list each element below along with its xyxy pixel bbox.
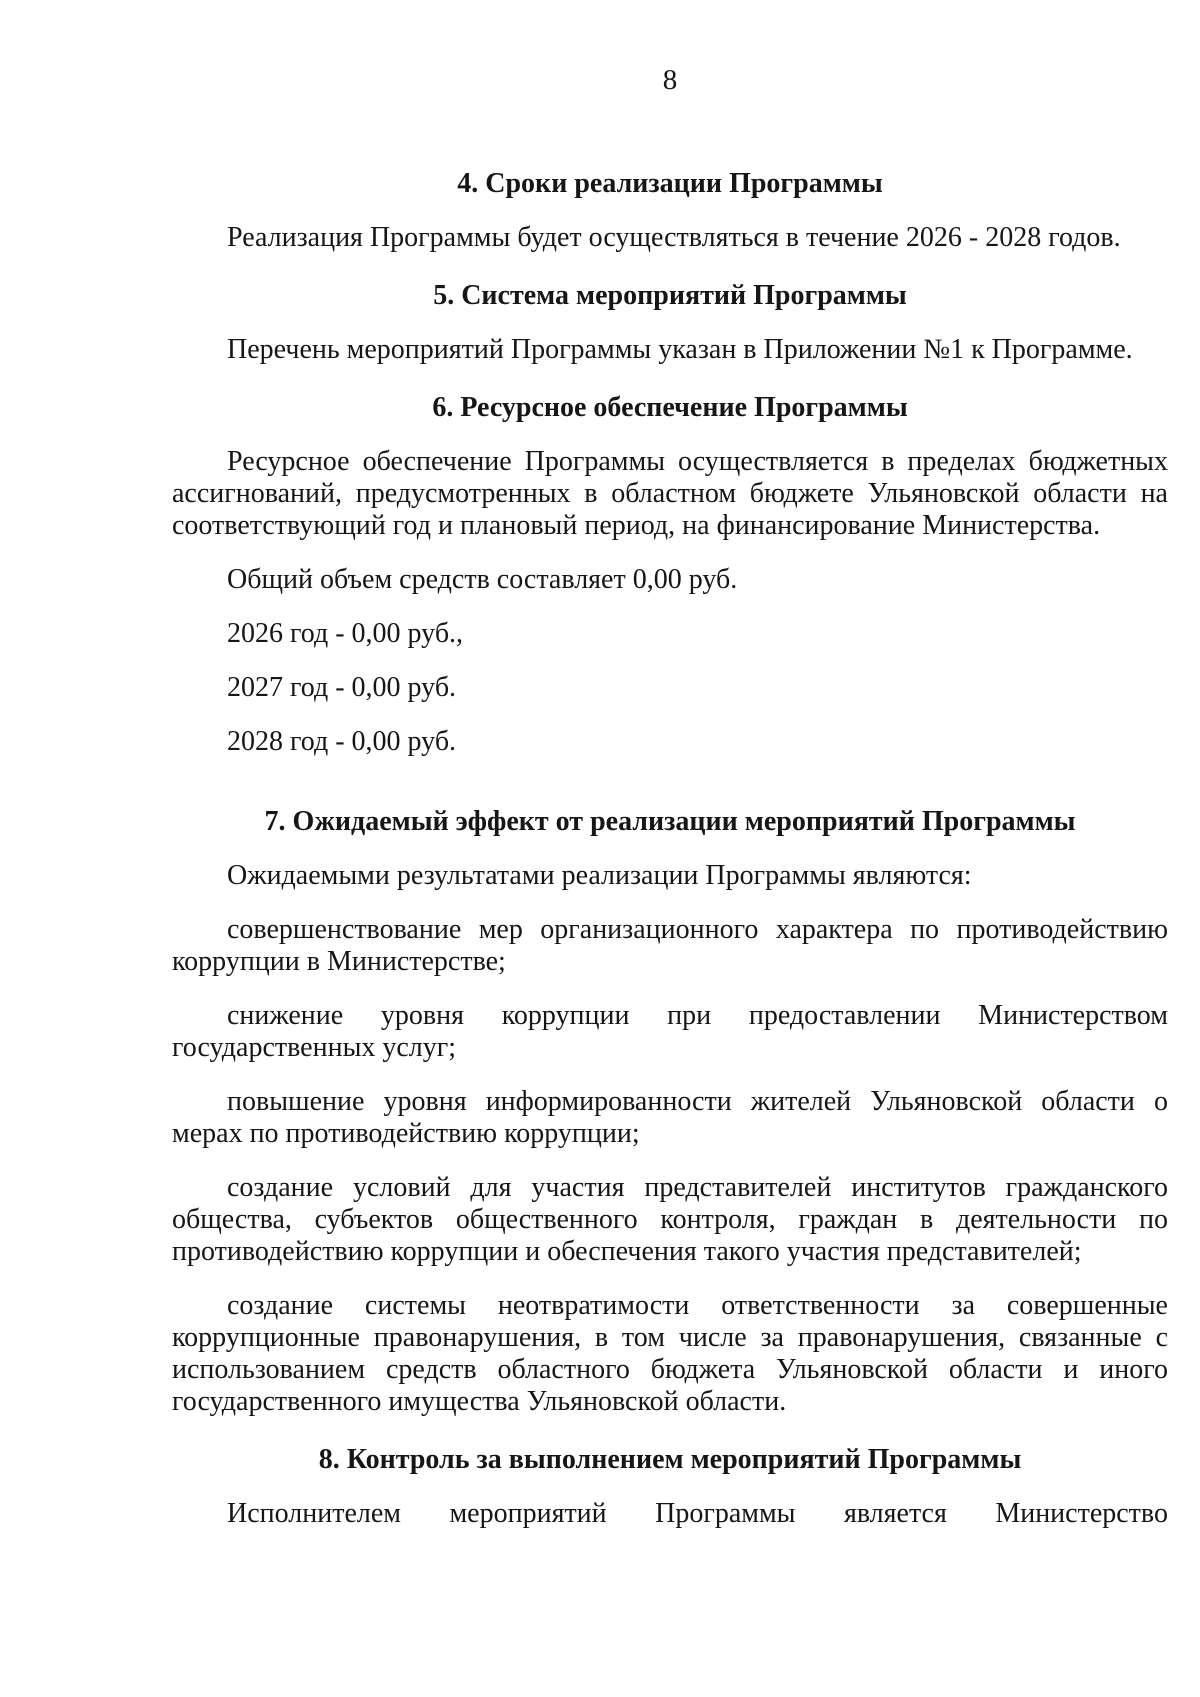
section-7-item: создание системы неотвратимости ответственности за совершенные коррупционные правонарушения, в том числе за правонарушения, связанные с использованием средств областного бюджета Ульяновской области и иного государственного имущества Ульяновской области. bbox=[172, 1290, 1168, 1417]
section-6-year-2026: 2026 год - 0,00 руб., bbox=[227, 618, 464, 649]
section-7-title: 7. Ожидаемый эффект от реализации мероприятий Программы bbox=[264, 806, 1076, 837]
section-7-item: снижение уровня коррупции при предоставлении Министерством государственных услуг; bbox=[172, 1000, 1168, 1063]
section-6-year-2028: 2028 год - 0,00 руб. bbox=[227, 726, 457, 757]
section-7-intro: Ожидаемыми результатами реализации Программы являются: bbox=[227, 860, 972, 891]
section-5-text: Перечень мероприятий Программы указан в Приложении №1 к Программе. bbox=[227, 334, 1133, 365]
section-8-word: мероприятий bbox=[449, 1498, 607, 1529]
section-4-text: Реализация Программы будет осуществляться в течение 2026 - 2028 годов. bbox=[227, 222, 1121, 253]
section-6-title: 6. Ресурсное обеспечение Программы bbox=[432, 392, 908, 423]
section-8-word: Исполнителем bbox=[227, 1498, 401, 1529]
section-8-first-line bbox=[172, 1498, 1168, 1530]
section-5-title: 5. Система мероприятий Программы bbox=[433, 280, 907, 311]
page-number: 8 bbox=[662, 64, 678, 96]
section-8-word: является bbox=[843, 1498, 947, 1529]
section-7-item: совершенствование мер организационного характера по противодействию коррупции в Министерстве; bbox=[172, 914, 1168, 977]
section-8-title: 8. Контроль за выполнением мероприятий Программы bbox=[318, 1444, 1022, 1475]
section-6-total: Общий объем средств составляет 0,00 руб. bbox=[227, 564, 738, 595]
document-body bbox=[172, 168, 1168, 1530]
section-7-item: создание условий для участия представителей институтов гражданского общества, субъектов общественного контроля, граждан в деятельности по противодействию коррупции и обеспечения такого участия представителей; bbox=[172, 1172, 1168, 1267]
section-6-year-2027: 2027 год - 0,00 руб. bbox=[227, 672, 457, 703]
section-7-item: повышение уровня информированности жителей Ульяновской области о мерах по противодействию коррупции; bbox=[172, 1086, 1168, 1149]
section-6-paragraph: Ресурсное обеспечение Программы осуществляется в пределах бюджетных ассигнований, предусмотренных в областном бюджете Ульяновской области на соответствующий год и плановый период, на финансирование Министерства. bbox=[172, 446, 1168, 541]
section-4-title: 4. Сроки реализации Программы bbox=[457, 168, 883, 199]
section-8-word: Программы bbox=[655, 1498, 796, 1529]
section-8-word: Министерство bbox=[995, 1498, 1168, 1529]
